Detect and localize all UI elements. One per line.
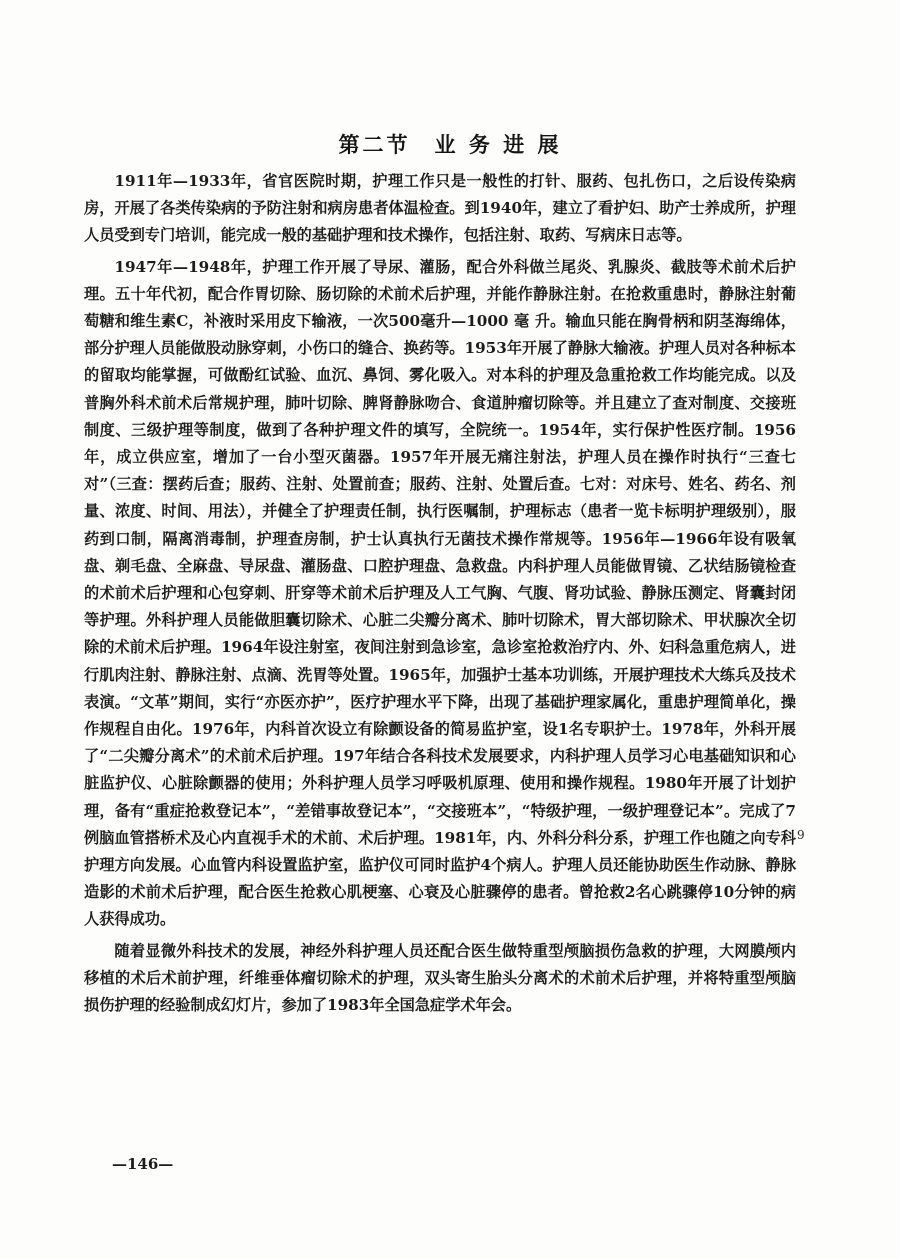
paragraph-2: 1947年—1948年，护理工作开展了导尿、灌肠，配合外科做兰尾炎、乳腺炎、截肢等术前术后护理。五十年代初，配合作胃切除、肠切除的术前术后护理，并能作静脉注射。在抢救重患时，静脉注射葡萄糖和维生素C，补液时采用皮下输液，一次500毫升—1000 毫 升。输血只能在胸骨柄和阴茎海绵体，部分护理人员能做股动脉穿刺，小伤口的缝合、换药等。1953年开展了静脉大输液。护理人员对各种标本的留取均能掌握，可做酚红试验、血沉、鼻饲、雾化吸入。对本科的护理及急重抢救工作均能完成。以及普胸外科术前术后常规护理，肺叶切除、脾肾静脉吻合、食道肿瘤切除等。并且建立了查对制度、交接班制度、三级护理等制度，做到了各种护理文件的填写，全院统一。1954年，实行保护性医疗制。1956年，成立供应室，增加了一台小型灭菌器。1957年开展无痛注射法，护理人员在操作时执行“三查七对”（三查：摆药后查；服药、注射、处置前查；服药、注射、处置后查。七对：对床号、姓名、药名、剂量、浓度、时间、用法），并健全了护理责任制，执行医嘱制，护理标志（患者一览卡标明护理级别），服药到口制，隔离消毒制，护理查房制，护士认真执行无菌技术操作常规等。1956年—1966年设有吸氧盘、剃毛盘、全麻盘、导尿盘、灌肠盘、口腔护理盘、急救盘。内科护理人员能做胃镜、乙状结肠镜检查的术前术后护理和心包穿刺、肝穿等术前术后护理及人工气胸、气腹、肾功试验、静脉压测定、肾囊封闭等护理。外科护理人员能做胆囊切除术、心脏二尖瓣分离术、肺叶切除术，胃大部切除术、甲状腺次全切除的术前术后护理。1964年设注射室，夜间注射到急诊室，急诊室抢救治疗内、外、妇科急重危病人，进行肌肉注射、静脉注射、点滴、洗胃等处置。1965年，加强护士基本功训练，开展护理技术大练兵及技术表演。“文革”期间，实行“亦医亦护”，医疗护理水平下降，出现了基础护理家属化，重患护理简单化，操作规程自由化。1976年，内科首次设立有除颤设备的简易监护室，设1名专职护士。1978年，外科开展了“二尖瓣分离术”的术前术后护理。197年结合各科技术发展要求，内科护理人员学习心电基础知识和心脏监护仪、心脏除颤器的使用；外科护理人员学习呼吸机原理、使用和操作规程。1980年开展了计划护理，备有“重症抢救登记本”，“差错事故登记本”，“交接班本”，“特级护理，一级护理登记本”。完成了7例脑血管搭桥术及心内直视手术的术前、术后护理。1981年，内、外科分科分系，护理工作也随之向专科护理方向发展。心血管内科设置监护室，监护仪可同时监护4个病人。护理人员还能协助医生作动脉、静脉造影的术前术后护理，配合医生抢救心肌梗塞、心衰及心脏骤停的患者。曾抢救2名心跳骤停10分钟的病人获得成功。	[84, 257, 796, 929]
paragraph-3: 随着显微外科技术的发展，神经外科护理人员还配合医生做特重型颅脑损伤急救的护理，大网膜颅内移植的术后术前护理，纤维垂体瘤切除术的护理，双头寄生胎头分离术的术前术后护理，并将特重型颅脑损伤护理的经验制成幻灯片，参加了1983年全国急症学术年会。	[84, 941, 796, 1015]
section-title: 第二节 业 务 进 展	[338, 132, 562, 157]
body-text	[84, 168, 796, 1023]
paragraph-1: 1911年—1933年，省官医院时期，护理工作只是一般性的打针、服药、包扎伤口，之后设传染病房，开展了各类传染病的予防注射和病房患者体温检查。到1940年，建立了看护妇、助产士养成所，护理人员受到专门培训，能完成一般的基础护理和技术操作，包括注射、取药、写病床日志等。	[84, 172, 796, 245]
page-number: —146—	[112, 1155, 174, 1173]
stray-digit-mark: 9	[797, 828, 805, 842]
